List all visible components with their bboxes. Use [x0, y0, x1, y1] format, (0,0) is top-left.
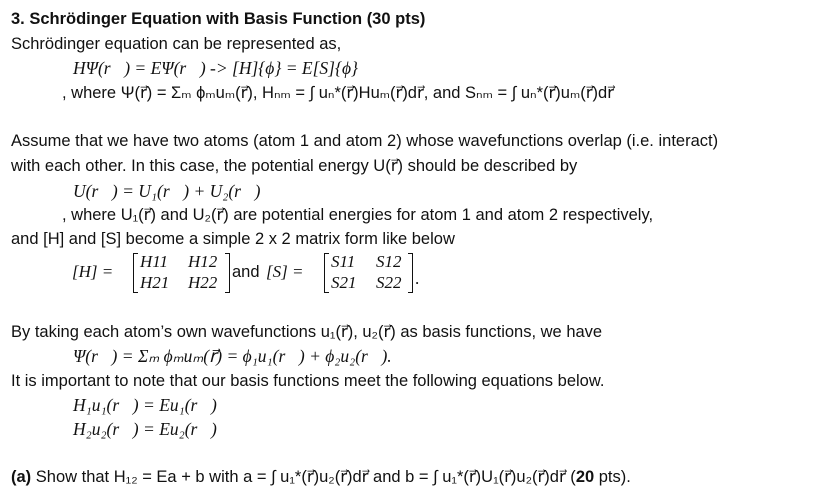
s21-entry: S21	[331, 273, 357, 292]
h-matrix-label: [H] =	[72, 262, 114, 281]
h11-entry: H11	[140, 252, 169, 271]
s22-entry: S22	[376, 273, 402, 292]
s11-entry: S11	[331, 252, 356, 271]
s-matrix-label: [S] =	[266, 262, 304, 281]
part-a	[11, 466, 631, 488]
h-matrix-right-bracket	[225, 253, 230, 293]
h-matrix-left-bracket	[133, 253, 138, 293]
basis-functions-text: By taking each atom’s own wavefunctions u₁(r⃗), u₂(r⃗) as basis functions, we have	[11, 323, 603, 341]
s12-entry: S12	[376, 252, 402, 271]
h21-entry: H21	[140, 273, 170, 292]
part-a-points: 20	[575, 468, 595, 486]
potential-where-text: , where U₁(r⃗) and U₂(r⃗) are potential energies for atom 1 and atom 2 respectively,	[62, 206, 654, 224]
where-definitions: , where Ψ(r⃗) = Σₘ ϕₘuₘ(r⃗), Hₙₘ = ∫ uₙ*(r⃗)Huₘ(r⃗)dr⃗, and Sₙₘ = ∫ uₙ*(r⃗)uₘ(r⃗)dr⃗	[62, 84, 614, 102]
problem-title: 3. Schrödinger Equation with Basis Function (30 pts)	[11, 10, 426, 28]
wavefunction-expansion: Ψ(r⃗) = Σₘ ϕₘuₘ(r⃗) = ϕ₁u₁(r⃗) + ϕ₂u₂(r⃗).	[73, 346, 392, 366]
schrodinger-equation: HΨ(r⃗) = EΨ(r⃗) -> [H]{ϕ} = E[S]{ϕ}	[73, 58, 359, 78]
part-a-end: pts).	[594, 468, 631, 486]
h12-entry: H12	[188, 252, 218, 271]
matrix-and-text: and	[232, 263, 260, 281]
two-atoms-text-line2: with each other. In this case, the potential energy U(r⃗) should be described by	[11, 157, 578, 175]
potential-equation: U(r⃗) = U₁(r⃗) + U₂(r⃗)	[73, 181, 261, 201]
matrix-intro-text: and [H] and [S] become a simple 2 x 2 matrix form like below	[11, 230, 455, 248]
h22-entry: H22	[188, 273, 218, 292]
s-matrix-left-bracket	[324, 253, 329, 293]
basis-condition-text: It is important to note that our basis functions meet the following equations below.	[11, 372, 605, 390]
matrix-period: .	[415, 269, 420, 288]
atom2-equation: H₂u₂(r⃗) = Eu₂(r⃗)	[73, 419, 217, 439]
s-matrix-right-bracket	[408, 253, 413, 293]
part-a-label: (a)	[11, 468, 32, 486]
intro-text: Schrödinger equation can be represented as,	[11, 35, 342, 53]
atom1-equation: H₁u₁(r⃗) = Eu₁(r⃗)	[73, 395, 217, 415]
part-a-text: Show that H₁₂ = Ea + b with a = ∫ u₁*(r⃗)u₂(r⃗)dr⃗ and b = ∫ u₁*(r⃗)U₁(r⃗)u₂(r⃗)dr⃗ (	[35, 468, 576, 486]
two-atoms-text-line1: Assume that we have two atoms (atom 1 and atom 2) whose wavefunctions overlap (i.e. interact)	[11, 132, 719, 150]
